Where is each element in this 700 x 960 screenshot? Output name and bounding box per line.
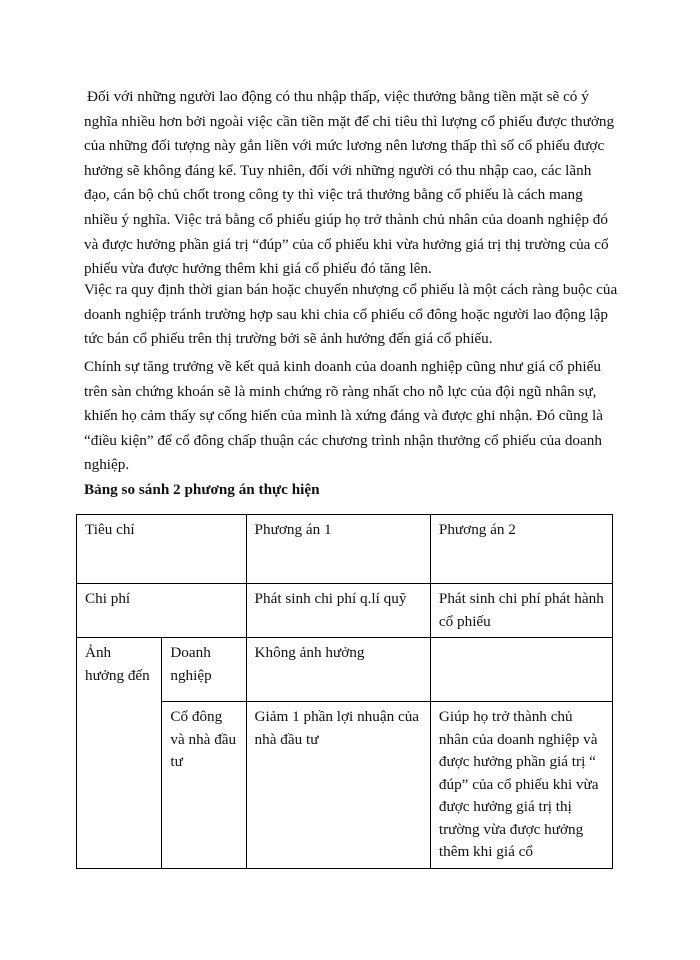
table-caption: Bảng so sánh 2 phương án thực hiện [84,481,320,498]
enterprise-option-2 [430,638,612,702]
paragraph-3: Chính sự tăng trưởng về kết quả kinh doanh của doanh nghiệp cũng như giá cổ phiếu trên sàn chứng khoán sẽ là minh chứng rõ ràng nhất cho nỗ lực của đội ngũ nhân sự, khiến họ cảm thấy sự cống hiến của mình là xứng đáng và được ghi nhận. Đó cũng là “điều kiện” để cổ đông chấp thuận các chương trình nhận thưởng cổ phiếu của doanh nghiệp. [84,358,604,474]
shareholders-option-2: Giúp họ trở thành chủ nhân của doanh nghiệp và được hưởng phần giá trị “ đúp” của cổ phiếu khi vừa được hưởng giá trị thị trường vừa được hưởng thêm khi giá cổ [430,702,612,869]
shareholders-label: Cổ đông và nhà đầu tư [162,702,246,869]
enterprise-label: Doanh nghiệp [162,638,246,702]
impact-label: Ảnh hưởng đến [77,638,162,869]
header-option-1: Phương án 1 [246,515,430,584]
cost-label: Chi phí [77,584,247,638]
paragraph-1: Đối với những người lao động có thu nhập thấp, việc thưởng bằng tiền mặt sẽ có ý nghĩa nhiều hơn bởi ngoài việc cần tiền mặt để chi tiêu thì lượng cổ phiếu được thưởng của những đối tượng này gắn liền với mức lương nên lương thấp thì số cổ phiếu được hưởng sẽ không đáng kể. Tuy nhiên, đối với những người có thu nhập cao, các lãnh đạo, cán bộ chủ chốt trong công ty thì việc trả thưởng bằng cổ phiếu là cách mang nhiều ý nghĩa. Việc trả bằng cổ phiếu giúp họ trở thành chủ nhân của doanh nghiệp đó và được hưởng phần giá trị “đúp” của cổ phiếu khi vừa hưởng giá trị thị trường của cổ phiếu vừa được hưởng thêm khi giá cổ phiếu đó tăng lên. [84,88,615,278]
cost-option-2: Phát sinh chi phí phát hành cổ phiếu [430,584,612,638]
shareholders-option-1: Giảm 1 phần lợi nhuận của nhà đầu tư [246,702,430,869]
table-header-row [77,515,613,584]
table-row-enterprise [77,638,613,702]
header-criteria: Tiêu chí [77,515,247,584]
paragraph-2: Việc ra quy định thời gian bán hoặc chuyển nhượng cổ phiếu là một cách ràng buộc của doanh nghiệp tránh trường hợp sau khi chia cổ phiếu cổ đông hoặc người lao động lập tức bán cổ phiếu trên thị trường bởi sẽ ảnh hưởng đến giá cổ phiếu. [84,281,618,348]
cost-option-1: Phát sinh chi phí q.lí quỹ [246,584,430,638]
comparison-table [76,514,613,869]
header-option-2: Phương án 2 [430,515,612,584]
enterprise-option-1: Không ảnh hưởng [246,638,430,702]
table-row-cost [77,584,613,638]
